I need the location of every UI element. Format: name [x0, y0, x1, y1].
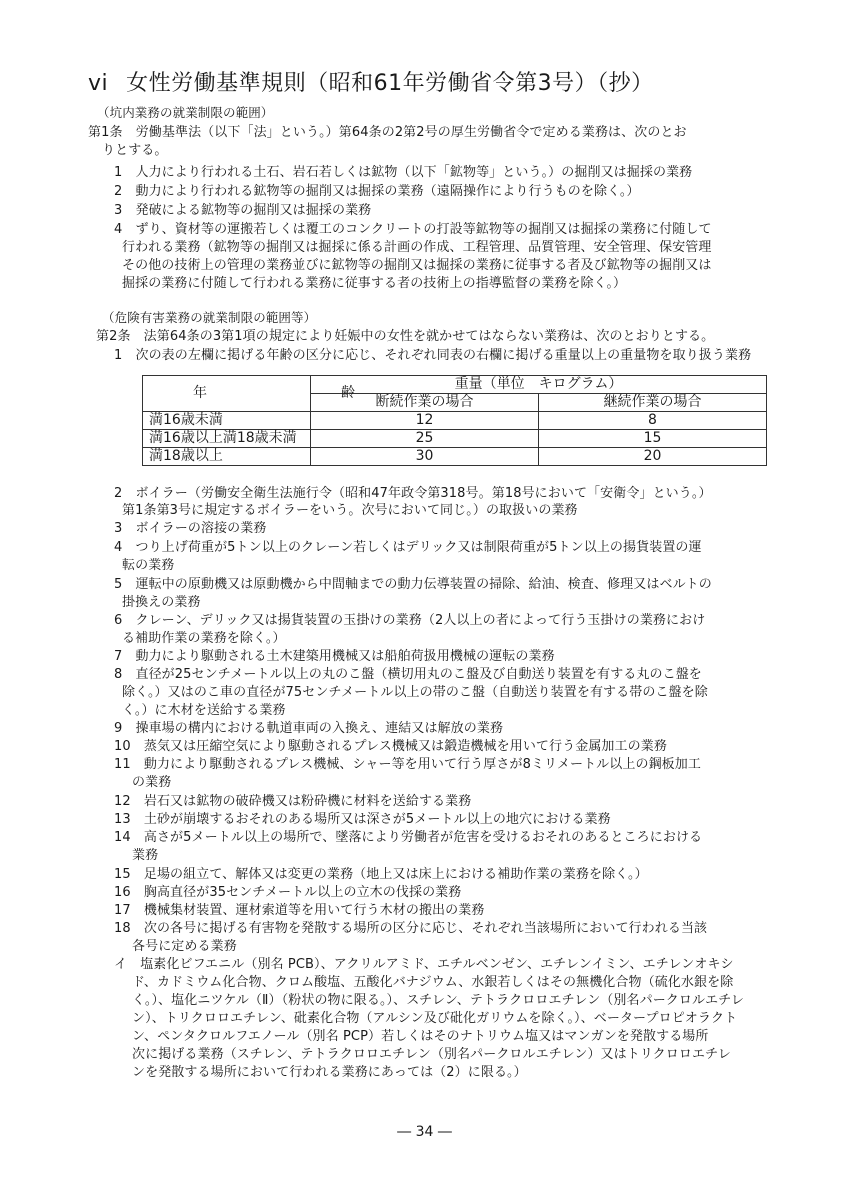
article2-item-18-i-cont5: 次に掲げる業務（スチレン、テトラクロロエチレン（別名パークロルエチレン）又はトリクロロエチレ — [132, 1047, 732, 1062]
page-number: ― 34 ― — [397, 1124, 452, 1140]
article2-item-4: 4 つり上げ荷重が5トン以上のクレーン若しくはデリック又は制限荷重が5トン以上の揚貨装置の運 — [114, 540, 702, 555]
article2-item-8-cont2: く。）に木材を送給する業務 — [122, 703, 286, 718]
section-title — [88, 66, 654, 97]
weight-limit-table — [142, 375, 767, 466]
table-cell-continuous: 8 — [539, 412, 767, 430]
article2-item-11: 11 動力により駆動されるプレス機械、シャー等を用いて行う厚さが8ミリメートル以上の鋼板加工 — [114, 757, 701, 772]
article2-item-9: 9 操車場の構内における軌道車両の入換え、連結又は解放の業務 — [114, 721, 504, 736]
table-cell-continuous: 15 — [539, 430, 767, 448]
article2-item-18: 18 次の各号に掲げる有害物を発散する場所の区分に応じ、それぞれ当該場所において行われる当該 — [114, 921, 708, 936]
table-cell-age: 満16歳以上満18歳未満 — [143, 430, 311, 448]
article2-text: 第2条 法第64条の3第1項の規定により妊娠中の女性を就かせてはならない業務は、次のとおりとする。 — [96, 329, 715, 344]
article1-caption: （坑内業務の就業制限の範囲） — [97, 105, 274, 120]
table-cell-age: 満16歳未満 — [143, 412, 311, 430]
article2-item-11-cont: の業務 — [132, 775, 172, 790]
article2-item-18-i-cont2: く。）、塩化ニツケル（Ⅱ）（粉状の物に限る。）、スチレン、テトラクロロエチレン（別名パークロルエチレ — [132, 993, 745, 1008]
table-cell-intermittent: 12 — [311, 412, 539, 430]
article1-item-3: 3 発破による鉱物等の掘削又は掘採の業務 — [114, 203, 372, 218]
article2-item-8-cont1: 除く。）又はのこ車の直径が75センチメートル以上の帯のこ盤（自動送り装置を有する帯のこ盤を除 — [122, 685, 708, 700]
article2-item-18-i-cont4: ン、ペンタクロルフエノール（別名 PCP）若しくはそのナトリウム塩又はマンガンを発散する場所 — [132, 1029, 709, 1044]
article2-item-1: 1 次の表の左欄に掲げる年齢の区分に応じ、それぞれ同表の右欄に掲げる重量以上の重量物を取り扱う業務 — [114, 348, 752, 363]
article2-item-18-cont: 各号に定める業務 — [132, 939, 237, 954]
table-cell-intermittent: 25 — [311, 430, 539, 448]
article2-item-14-cont: 業務 — [132, 848, 159, 863]
article1-item-4: 4 ずり、資材等の運搬若しくは覆工のコンクリートの打設等鉱物等の掘削又は掘採の業務に付随して — [114, 222, 712, 237]
article2-item-13: 13 土砂が崩壊するおそれのある場所又は深さが5メートル以上の地穴における業務 — [114, 812, 611, 827]
article2-item-5-cont: 掛換えの業務 — [122, 595, 201, 610]
article2-item-10: 10 蒸気又は圧縮空気により駆動されるプレス機械又は鍛造機械を用いて行う金属加工の業務 — [114, 739, 667, 754]
table-row — [143, 430, 767, 448]
table-row — [143, 448, 767, 466]
article1-text: 第1条 労働基準法（以下「法」という。）第64条の2第2号の厚生労働省令で定める業務は、次のとお — [88, 125, 687, 140]
article1-item-1: 1 人力により行われる土石、岩石若しくは鉱物（以下「鉱物等」という。）の掘削又は掘採の業務 — [114, 165, 693, 180]
section-title-text: 女性労働基準規則（昭和61年労働省令第3号）（抄） — [126, 71, 654, 96]
table-header-weight: 重量（単位 キログラム） — [311, 376, 767, 394]
article2-item-8: 8 直径が25センチメートル以上の丸のこ盤（横切用丸のこ盤及び自動送り装置を有する丸のこ盤を — [114, 667, 702, 682]
article2-caption: （危険有害業務の就業制限の範囲等） — [102, 310, 317, 325]
article2-item-4-cont: 転の業務 — [122, 558, 175, 573]
article2-item-18-i: イ 塩素化ビフエニル（別名 PCB）、アクリルアミド、エチルベンゼン、エチレンイミン、エチレンオキシ — [114, 957, 734, 972]
article2-item-15: 15 足場の組立て、解体又は変更の業務（地上又は床上における補助作業の業務を除く。） — [114, 867, 648, 882]
article2-item-14: 14 高さが5メートル以上の場所で、墜落により労働者が危害を受けるおそれのあるところにおける — [114, 830, 703, 845]
article2-item-12: 12 岩石又は鉱物の破砕機又は粉砕機に材料を送給する業務 — [114, 794, 472, 809]
table-cell-age: 満18歳以上 — [143, 448, 311, 466]
article2-item-16: 16 胸高直径が35センチメートル以上の立木の伐採の業務 — [114, 885, 462, 900]
article2-item-2-cont: 第1条第3号に規定するボイラーをいう。次号において同じ。）の取扱いの業務 — [122, 503, 578, 518]
section-roman-numeral: vi — [88, 71, 109, 96]
article2-item-2: 2 ボイラー（労働安全衛生法施行令（昭和47年政令第318号。第18号において「安衛令」という。） — [114, 486, 712, 501]
article2-item-7: 7 動力により駆動される土木建築用機械又は船舶荷扱用機械の運転の業務 — [114, 649, 555, 664]
table-cell-continuous: 20 — [539, 448, 767, 466]
article2-item-6: 6 クレーン、デリック又は揚貨装置の玉掛けの業務（2人以上の者によって行う玉掛けの業務におけ — [114, 613, 706, 628]
article2-item-3: 3 ボイラーの溶接の業務 — [114, 521, 267, 536]
article1-item-4-cont1: 行われる業務（鉱物等の掘削又は掘採に係る計画の作成、工程管理、品質管理、安全管理、保安管理 — [122, 240, 712, 255]
table-header-age: 年 齢 — [143, 376, 311, 412]
table-cell-intermittent: 30 — [311, 448, 539, 466]
article1-item-4-cont3: 掘採の業務に付随して行われる業務に従事する者の技術上の指導監督の業務を除く。） — [122, 276, 627, 291]
article2-item-6-cont: る補助作業の業務を除く。） — [122, 631, 286, 646]
table-header-intermittent: 断続作業の場合 — [311, 394, 539, 412]
article1-item-2: 2 動力により行われる鉱物等の掘削又は掘採の業務（遠隔操作により行うものを除く。） — [114, 184, 640, 199]
table-header-continuous: 継続作業の場合 — [539, 394, 767, 412]
article2-item-17: 17 機械集材装置、運材索道等を用いて行う木材の搬出の業務 — [114, 903, 485, 918]
article2-item-18-i-cont6: ンを発散する場所において行われる業務にあっては（2）に限る。） — [132, 1065, 527, 1080]
table-row — [143, 412, 767, 430]
article2-item-18-i-cont1: ド、カドミウム化合物、クロム酸塩、五酸化バナジウム、水銀若しくはその無機化合物（硫化水銀を除 — [132, 975, 734, 990]
article1-text-cont: りとする。 — [102, 143, 168, 158]
article1-item-4-cont2: その他の技術上の管理の業務並びに鉱物等の掘削又は掘採の業務に従事する者及び鉱物等の掘削又は — [122, 258, 712, 273]
article2-item-5: 5 運転中の原動機又は原動機から中間軸までの動力伝導装置の掃除、給油、検査、修理又はベルトの — [114, 577, 712, 592]
article2-item-18-i-cont3: ン）、トリクロロエチレン、砒素化合物（アルシン及び砒化ガリウムを除く。）、ベータープロピオラクト — [132, 1011, 738, 1026]
